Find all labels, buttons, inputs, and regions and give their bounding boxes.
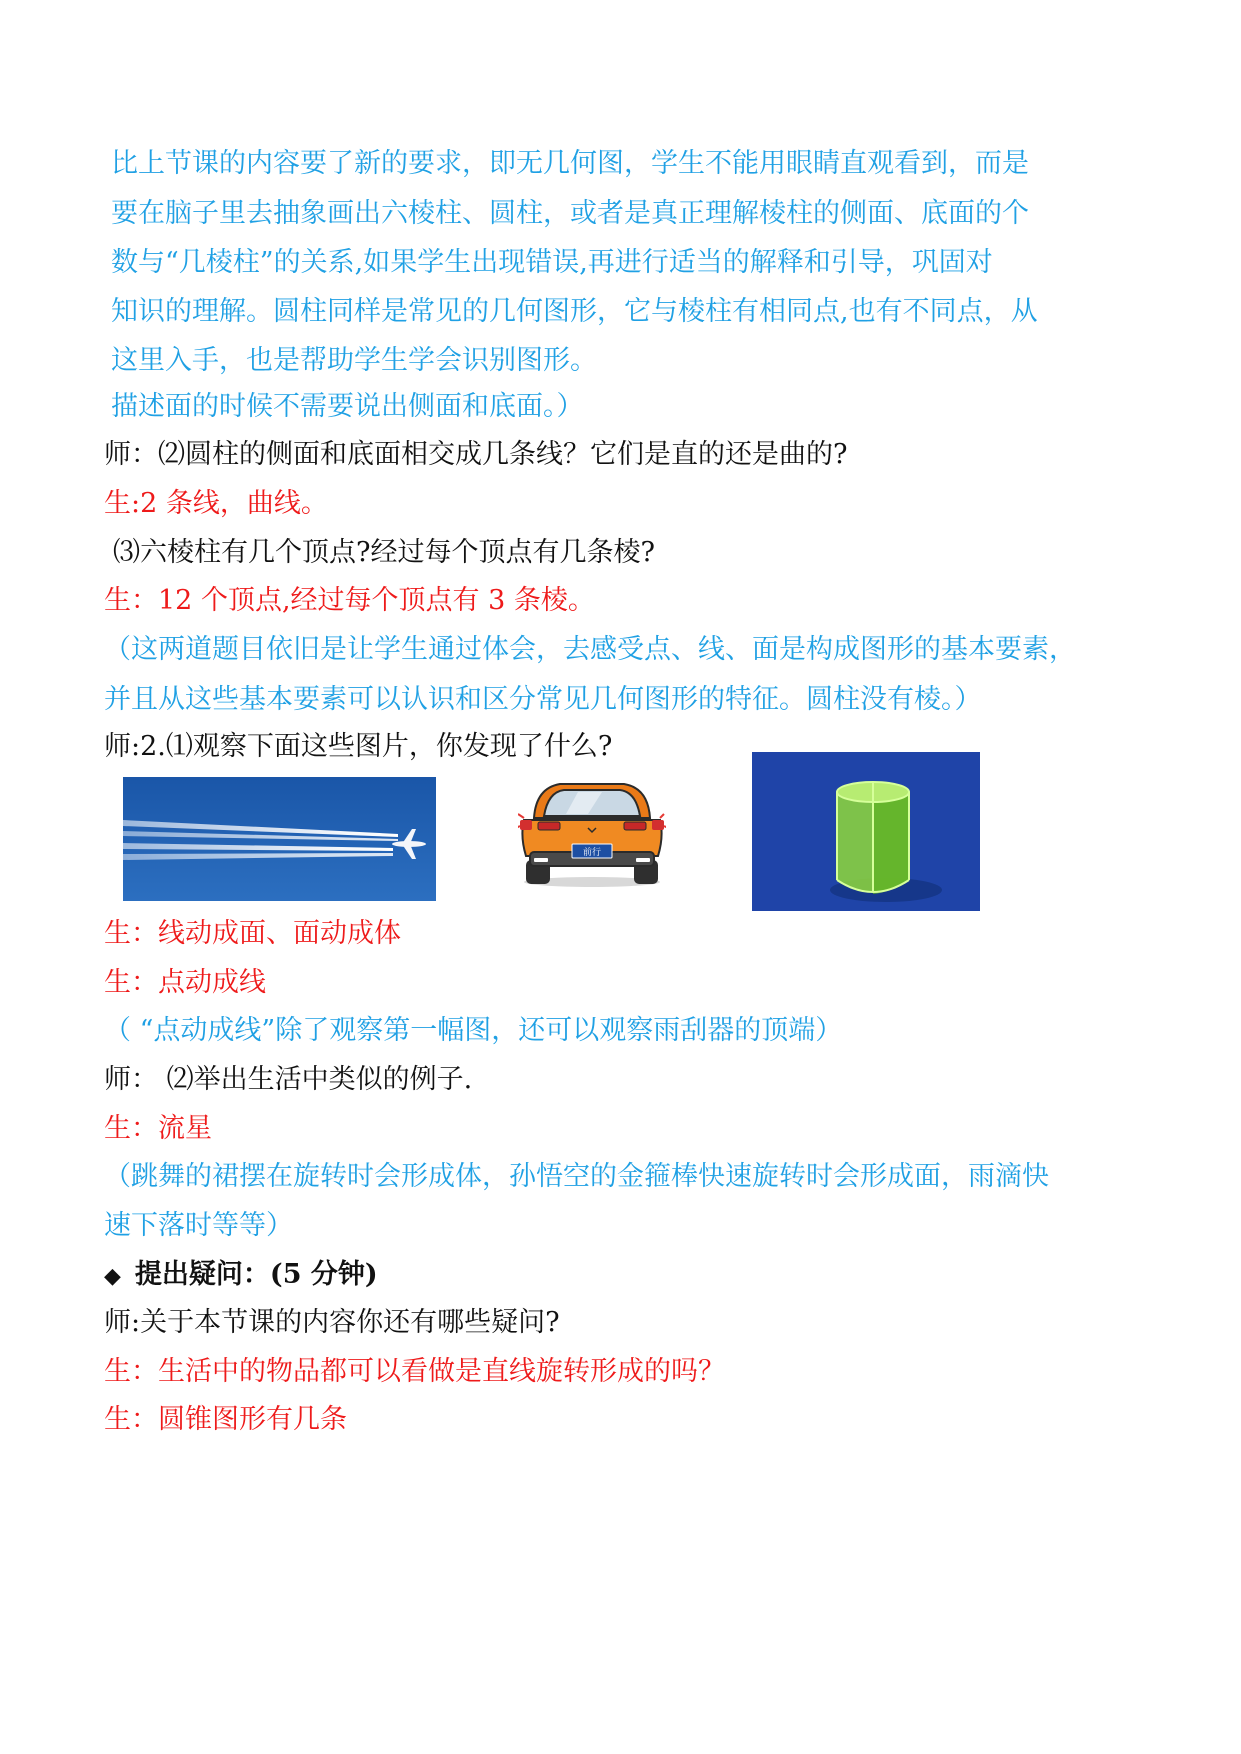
text-line: 描述面的时候不需要说出侧面和底面。） xyxy=(111,391,584,422)
text-line: 并且从这些基本要素可以认识和区分常见几何图形的特征。圆柱没有棱。） xyxy=(104,684,982,715)
teacher-question-2: 师：⑵圆柱的侧面和底面相交成几条线？它们是直的还是曲的? xyxy=(104,439,848,470)
text-line: 这里入手，也是帮助学生学会识别图形。 xyxy=(111,345,597,376)
text-line: 比上节课的内容要了新的要求，即无几何图，学生不能用眼睛直观看到，而是 xyxy=(111,148,1029,179)
airplane-contrail-image xyxy=(123,777,436,901)
text-line: 要在脑子里去抽象画出六棱柱、圆柱，或者是真正理解棱柱的侧面、底面的个 xyxy=(111,198,1029,229)
car-license-plate: 前行 xyxy=(582,848,602,858)
text-line: 数与“几棱柱”的关系,如果学生出现错误,再进行适当的解释和引导，巩固对 xyxy=(111,247,993,278)
student-answer-4b: 生：点动成线 xyxy=(104,967,266,998)
car-rear-image xyxy=(518,776,666,889)
diamond-bullet-icon: ◆ xyxy=(104,1263,121,1289)
text-line: 知识的理解。圆柱同样是常见的几何图形，它与棱柱有相同点,也有不同点，从 xyxy=(111,296,1038,327)
section-heading-text: 提出疑问：(5 分钟) xyxy=(134,1259,378,1290)
student-answer-2: 生:2 条线，曲线。 xyxy=(104,488,328,519)
note-paragraph-3: （ “点动成线”除了观察第一幅图，还可以观察雨刮器的顶端） xyxy=(104,1015,843,1046)
teacher-question-4: 师:2.⑴观察下面这些图片，你发现了什么? xyxy=(104,731,613,762)
student-answer-6b: 生：圆锥图形有几条 xyxy=(104,1404,347,1435)
text-line: （这两道题目依旧是让学生通过体会，去感受点、线、面是构成图形的基本要素， xyxy=(104,634,1076,665)
section-heading xyxy=(104,1257,378,1293)
teacher-question-3: ⑶六棱柱有几个顶点?经过每个顶点有几条棱? xyxy=(113,537,655,568)
student-answer-3: 生：12 个顶点,经过每个顶点有 3 条棱。 xyxy=(104,585,595,616)
rotating-cylinder-image xyxy=(752,752,980,911)
text-line: （跳舞的裙摆在旋转时会形成体，孙悟空的金箍棒快速旋转时会形成面，雨滴快 xyxy=(104,1161,1049,1192)
teacher-question-5: 师： ⑵举出生活中类似的例子. xyxy=(104,1064,473,1095)
student-answer-6a: 生：生活中的物品都可以看做是直线旋转形成的吗？ xyxy=(104,1356,725,1387)
teacher-question-6: 师:关于本节课的内容你还有哪些疑问? xyxy=(104,1307,560,1338)
student-answer-4a: 生：线动成面、面动成体 xyxy=(104,918,401,949)
text-line: 速下落时等等） xyxy=(104,1210,293,1241)
student-answer-5: 生：流星 xyxy=(104,1113,212,1144)
